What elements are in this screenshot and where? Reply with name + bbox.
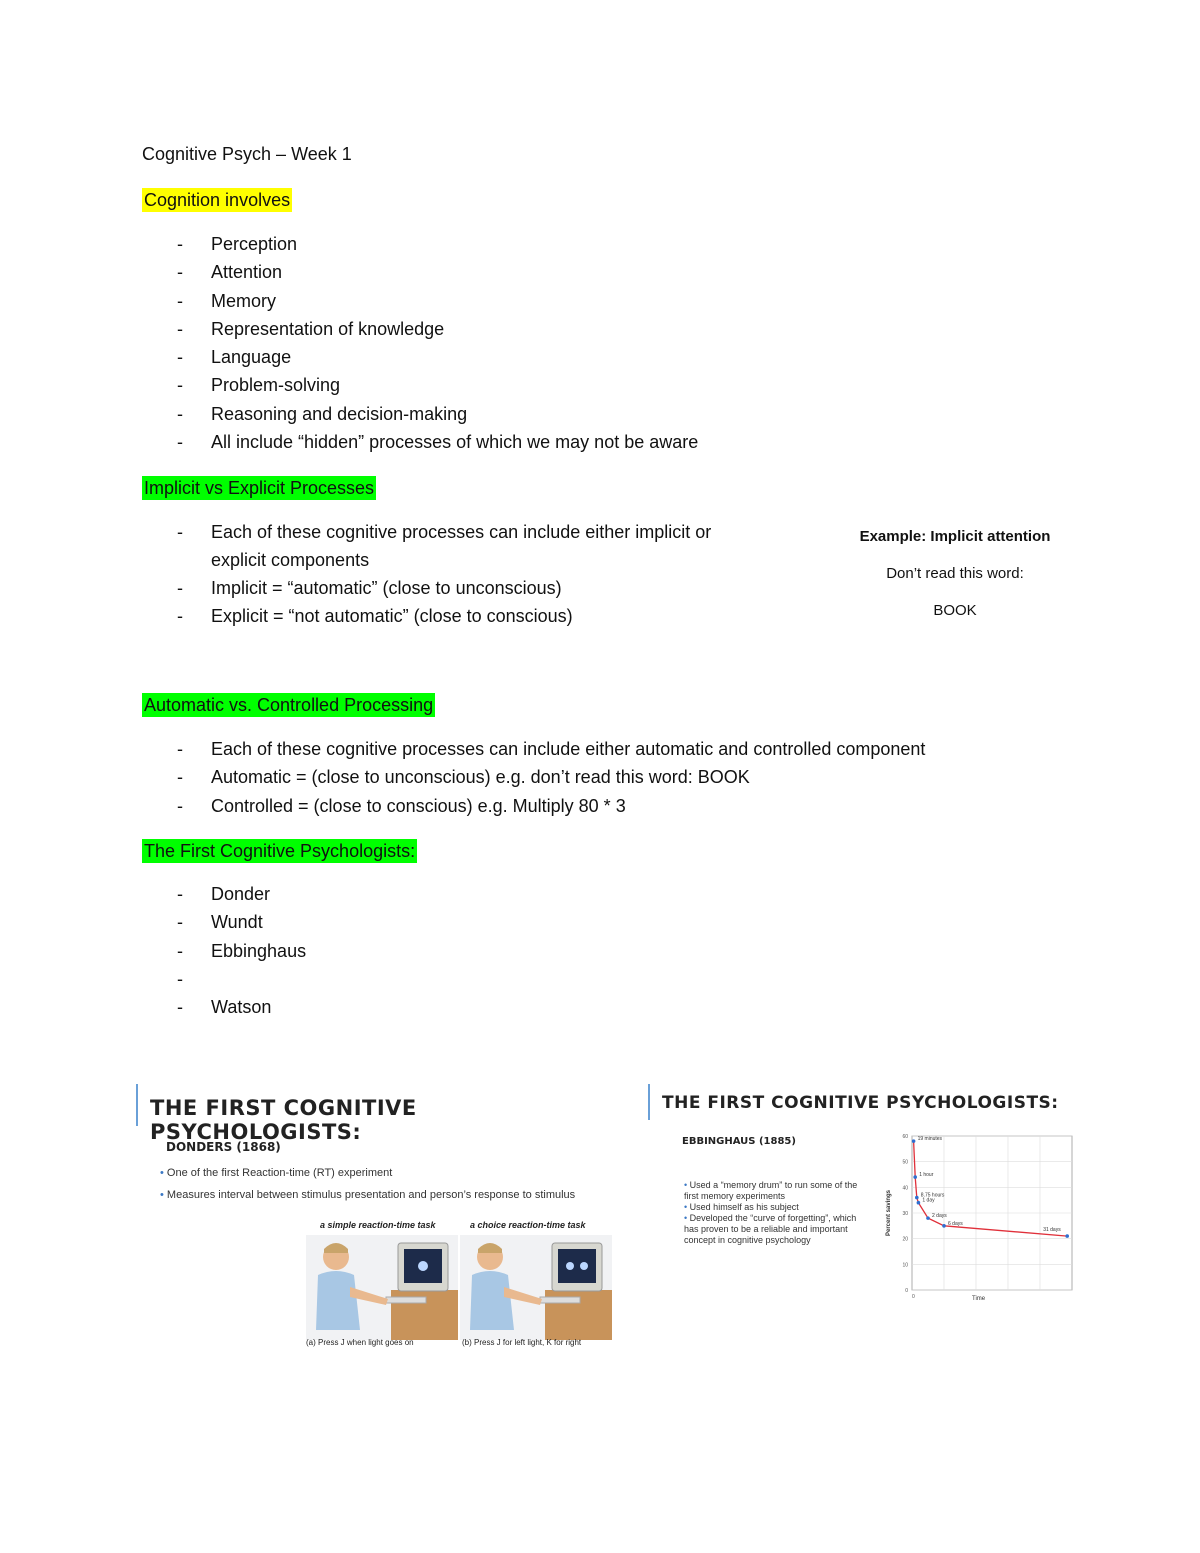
dash-mark: -	[177, 884, 183, 904]
dash-mark: -	[177, 767, 183, 788]
data-label: 31 days	[1043, 1227, 1061, 1234]
x-axis-label: Time	[972, 1296, 986, 1302]
list-item: - Automatic = (close to unconscious) e.g. don’t read this word: BOOK	[142, 763, 925, 791]
list-item: - Explicit = “not automatic” (close to conscious)	[142, 602, 771, 630]
slide-accent-bar	[648, 1084, 650, 1120]
heading-implicit-explicit: Implicit vs Explicit Processes	[144, 478, 375, 498]
dash-mark: -	[177, 739, 183, 759]
dash-mark: -	[177, 997, 183, 1018]
data-point	[917, 1201, 921, 1205]
list-item: - Reasoning and decision-making	[142, 400, 698, 428]
y-tick-label: 20	[902, 1236, 908, 1243]
slide-accent-bar	[136, 1084, 138, 1126]
dash-mark: -	[177, 347, 183, 368]
slide-bullet: • Used himself as his subject	[684, 1202, 799, 1212]
data-label: 6 days	[948, 1220, 963, 1227]
list-item: - Memory	[142, 287, 698, 315]
list-item: - Donder	[142, 880, 306, 908]
list-item: - Perception	[142, 230, 698, 258]
reaction-time-illustration-a	[306, 1235, 458, 1340]
dash-mark: -	[177, 432, 183, 453]
slide-bullet: • Developed the “curve of forgetting”, which has proven to be a reliable and important concept in cognitive psychology	[684, 1213, 857, 1245]
y-tick-label: 50	[902, 1159, 908, 1166]
forgetting-curve-chart	[880, 1130, 1080, 1305]
slide-bullet: • Measures interval between stimulus presentation and person’s response to stimulus	[160, 1189, 576, 1201]
panel-a-label: a simple reaction-time task	[320, 1220, 436, 1230]
dash-mark: -	[177, 912, 183, 933]
y-tick-label: 0	[905, 1288, 908, 1294]
dash-mark: -	[177, 375, 183, 396]
data-point	[913, 1175, 917, 1179]
list-item: - Wundt	[142, 908, 306, 936]
slide-bullet: • Used a “memory drum” to run some of the first memory experiments	[684, 1180, 858, 1201]
list-item: - Ebbinghaus	[142, 937, 306, 965]
slide-ebbinghaus	[640, 1080, 1080, 1310]
data-label: 8.75 hours	[920, 1192, 945, 1199]
y-tick-label: 40	[902, 1185, 908, 1192]
slide-title: THE FIRST COGNITIVE PSYCHOLOGISTS:	[150, 1096, 417, 1144]
list-item: - Problem-solving	[142, 371, 698, 399]
x-tick-label: 0	[912, 1294, 915, 1300]
list-item: - Watson	[142, 993, 306, 1021]
y-tick-label: 30	[902, 1211, 908, 1217]
dash-mark: -	[177, 795, 183, 816]
example-word: BOOK	[933, 602, 977, 619]
list-item: - Implicit = “automatic” (close to unconscious)	[142, 574, 771, 602]
data-label: 1 day	[922, 1197, 935, 1204]
slide-bullet: • One of the first Reaction-time (RT) experiment	[160, 1167, 393, 1179]
heading-first-psychologists: The First Cognitive Psychologists:	[144, 841, 416, 861]
list-item: - Controlled = (close to conscious) e.g. Multiply 80 * 3	[142, 792, 925, 820]
dash-mark: -	[177, 522, 183, 542]
slide-title: THE FIRST COGNITIVE PSYCHOLOGISTS:	[662, 1093, 1059, 1113]
data-label: 19 minutes	[917, 1136, 943, 1143]
slide-donders	[130, 1080, 620, 1360]
list-item: - All include “hidden” processes of which we may not be aware	[142, 428, 698, 456]
y-axis-label: Percent savings	[886, 1189, 892, 1237]
list-item: - Representation of knowledge	[142, 315, 698, 343]
data-point	[912, 1139, 916, 1143]
dash-mark: -	[177, 940, 183, 961]
data-point	[942, 1224, 946, 1228]
panel-b-label: a choice reaction-time task	[470, 1220, 586, 1230]
reaction-time-illustration-b	[460, 1235, 612, 1340]
slide-bullets	[684, 1180, 869, 1246]
dash-mark: -	[177, 318, 183, 339]
dash-mark: -	[177, 968, 183, 989]
heading-cognition-involves: Cognition involves	[144, 190, 291, 210]
list-item: - Attention	[142, 258, 698, 286]
y-tick-label: 10	[902, 1262, 908, 1269]
list-item: - Each of these cognitive processes can include either automatic and controlled component	[142, 735, 925, 763]
list-automatic-controlled	[142, 735, 925, 820]
slide-subtitle: EBBINGHAUS (1885)	[682, 1136, 796, 1147]
heading-automatic-controlled: Automatic vs. Controlled Processing	[144, 695, 434, 715]
caption-b: (b) Press J for left light, K for right	[462, 1338, 582, 1347]
list-cognition	[142, 230, 698, 456]
dash-mark: -	[177, 578, 183, 598]
caption-a: (a) Press J when light goes on	[306, 1338, 414, 1347]
list-item: - Language	[142, 343, 698, 371]
list-item: - Each of these cognitive processes can include either implicit or explicit components	[142, 518, 771, 574]
data-point	[926, 1216, 930, 1220]
list-implicit-explicit	[142, 518, 771, 631]
slide-subtitle: DONDERS (1868)	[166, 1140, 281, 1154]
y-tick-label: 60	[902, 1134, 908, 1140]
data-point	[915, 1196, 919, 1200]
data-label: 2 days	[932, 1213, 947, 1220]
dash-mark: -	[177, 290, 183, 311]
slide-bullets	[160, 1166, 580, 1202]
list-psychologists	[142, 880, 306, 1021]
list-item	[142, 965, 306, 993]
document-title: Cognitive Psych – Week 1	[142, 144, 352, 164]
dash-mark: -	[177, 403, 183, 424]
dash-mark: -	[177, 606, 183, 627]
dash-mark: -	[177, 234, 183, 254]
data-point	[1065, 1234, 1069, 1238]
example-instruction: Don’t read this word:	[886, 565, 1024, 582]
dash-mark: -	[177, 262, 183, 283]
example-title: Example: Implicit attention	[859, 528, 1051, 545]
data-label: 1 hour	[919, 1172, 934, 1179]
example-box	[830, 528, 1080, 619]
